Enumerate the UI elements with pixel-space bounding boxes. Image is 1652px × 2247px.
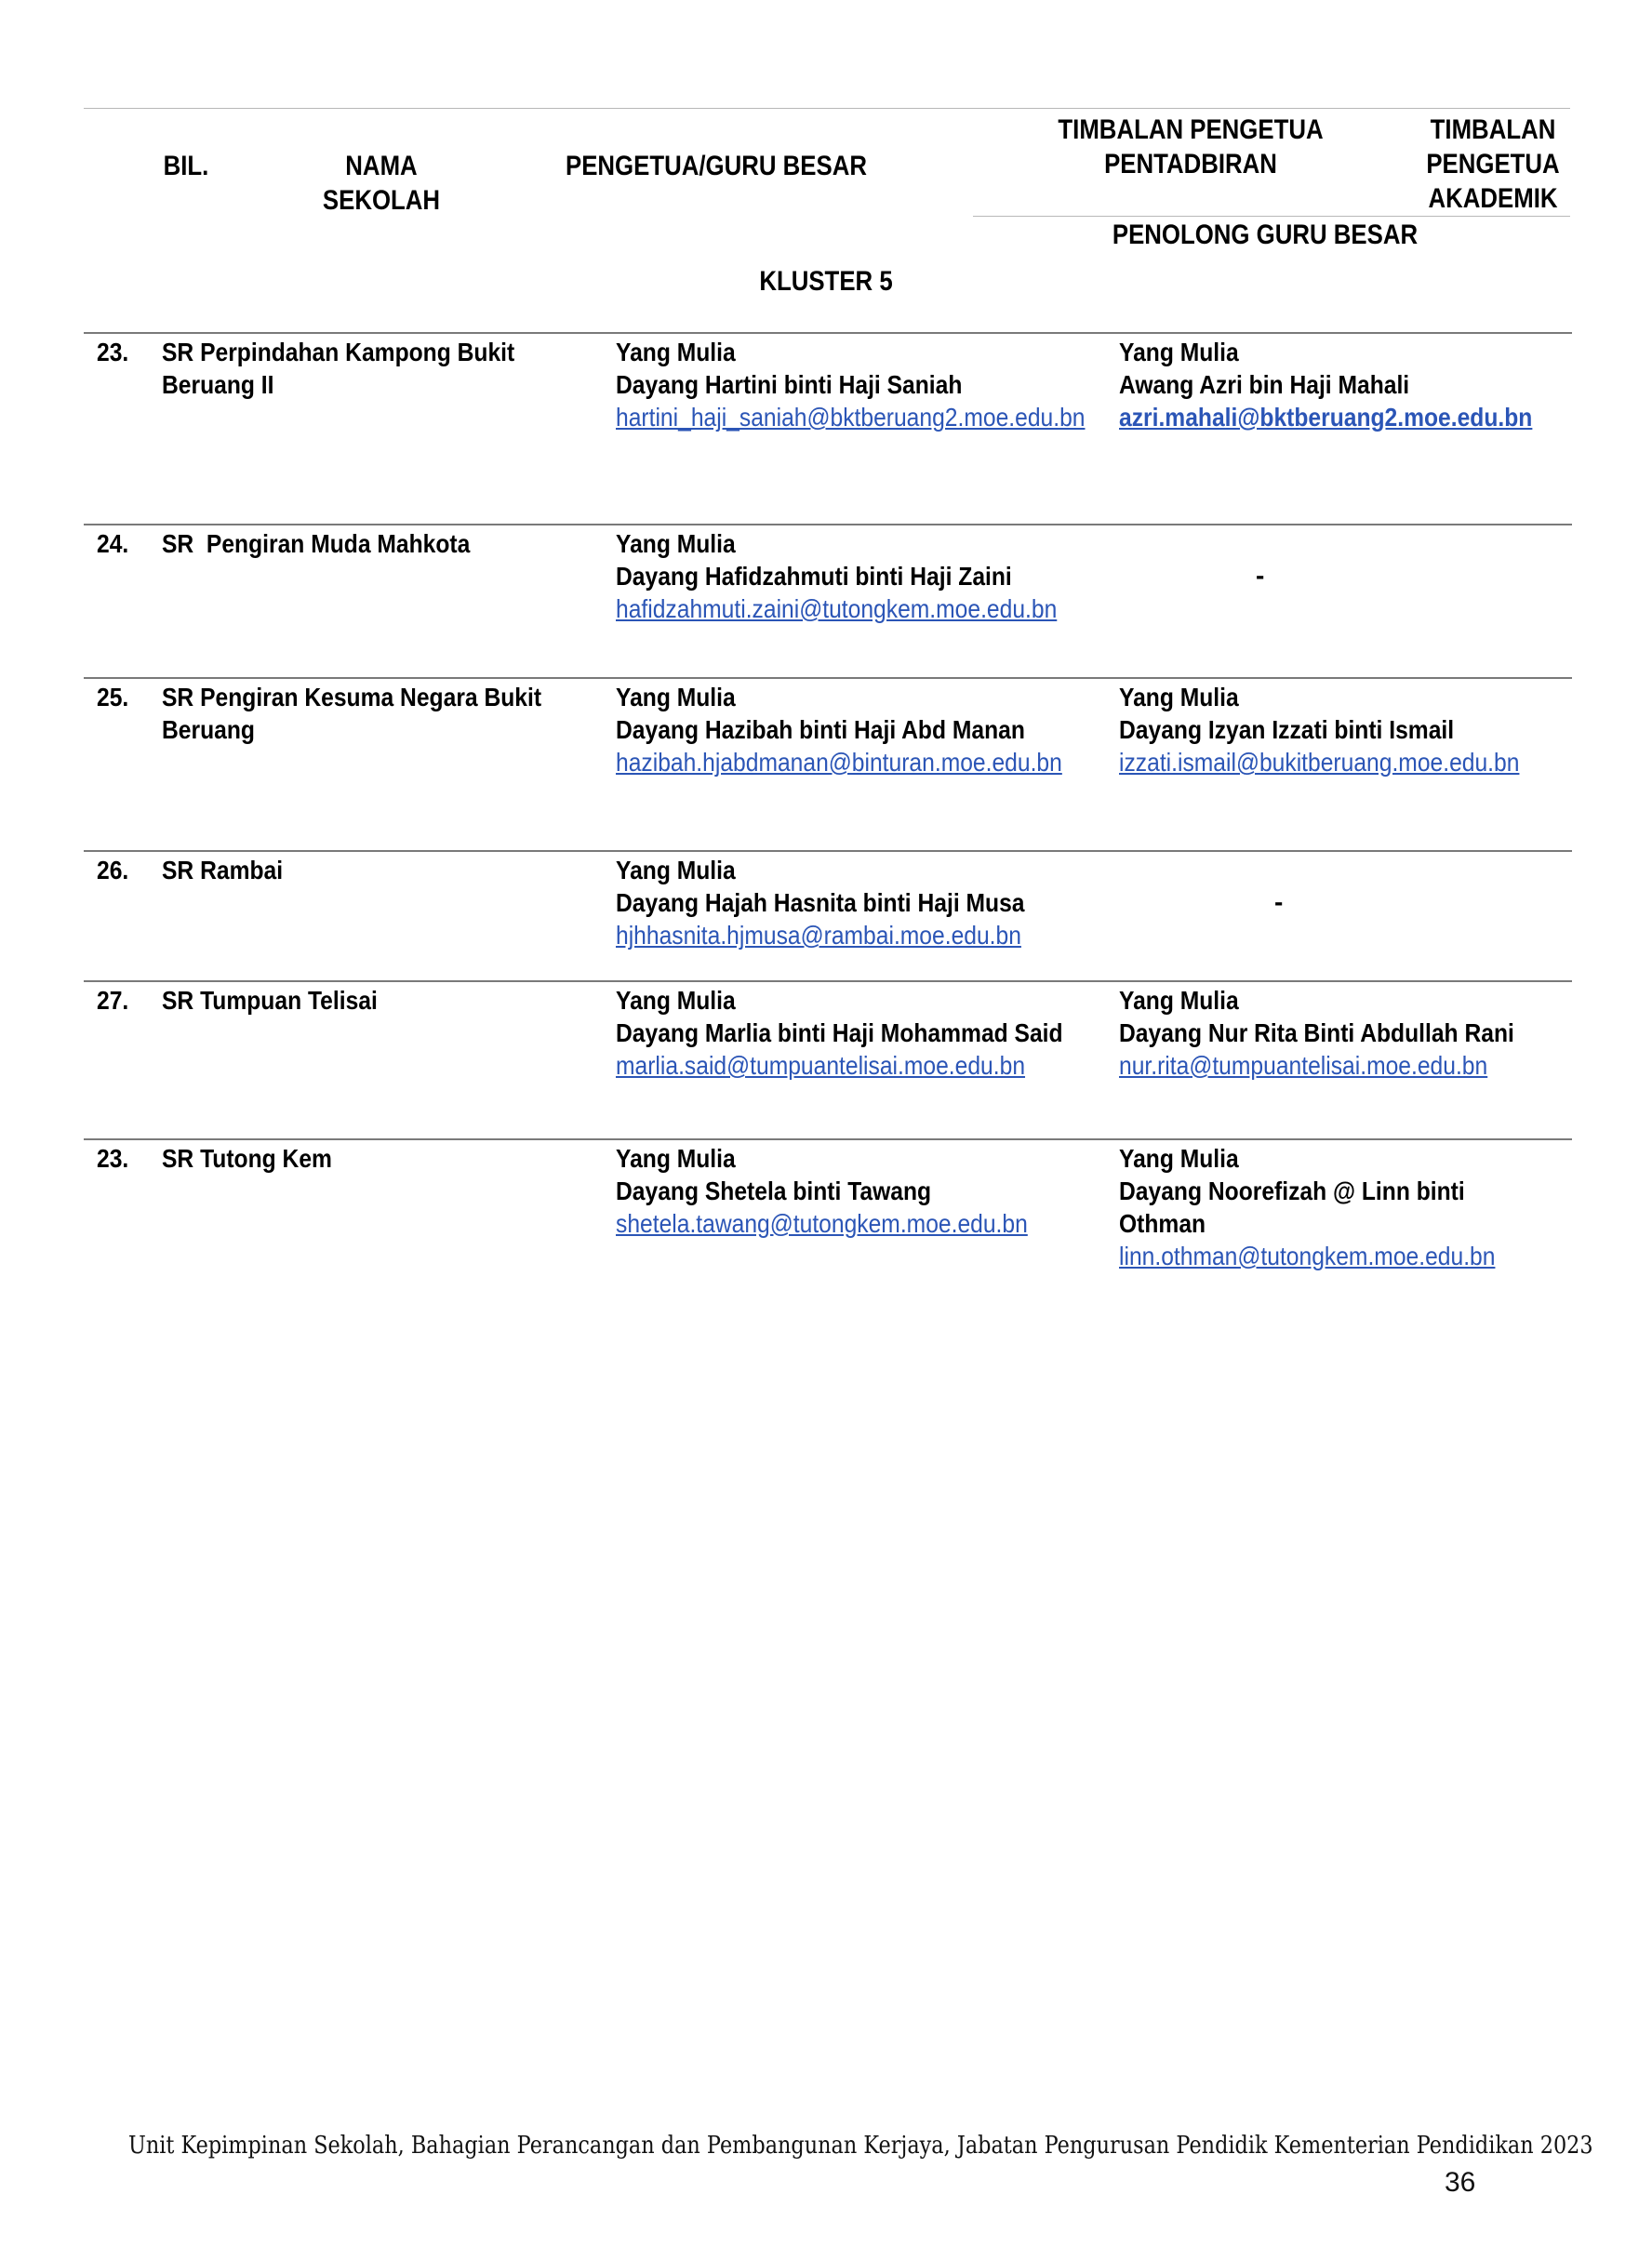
deputy-cell bbox=[1119, 681, 1519, 778]
deputy-name-line2: Othman bbox=[1119, 1209, 1206, 1238]
cluster-title: KLUSTER 5 bbox=[759, 266, 893, 297]
school-name-line1: SR Tumpuan Telisai bbox=[162, 986, 378, 1015]
header-timbalan-pentadbiran-line2: PENTADBIRAN bbox=[1104, 149, 1277, 179]
principal-email-link[interactable]: hafidzahmuti.zaini@tutongkem.moe.edu.bn bbox=[616, 594, 1058, 623]
deputy-cell bbox=[1119, 984, 1514, 1082]
principal-email-link[interactable]: marlia.said@tumpuantelisai.moe.edu.bn bbox=[616, 1051, 1026, 1080]
table-row bbox=[84, 1138, 1572, 1289]
deputy-title: Yang Mulia bbox=[1119, 986, 1239, 1015]
header-timbalan-akademik-line3: AKADEMIK bbox=[1428, 183, 1558, 214]
school-name-line1: SR Pengiran Muda Mahkota bbox=[162, 529, 471, 558]
row-number: 25. bbox=[97, 683, 129, 711]
footer-text: Unit Kepimpinan Sekolah, Bahagian Perancangan dan Pembangunan Kerjaya, Jabatan Pengurusan Pendidik Kementerian Pendidikan 2023 bbox=[128, 2132, 1593, 2160]
school-name-line2: Beruang bbox=[162, 715, 255, 744]
deputy-empty-dash: - bbox=[1274, 887, 1284, 916]
school-name bbox=[162, 681, 541, 746]
header-nama-line1: NAMA bbox=[345, 151, 418, 181]
school-name-line1: SR Tutong Kem bbox=[162, 1144, 332, 1173]
principal-title: Yang Mulia bbox=[616, 856, 736, 884]
deputy-name: Dayang Izyan Izzati binti Ismail bbox=[1119, 715, 1455, 744]
header-bil: BIL. bbox=[163, 151, 209, 181]
deputy-email-link[interactable]: azri.mahali@bktberuang2.moe.edu.bn bbox=[1119, 403, 1533, 432]
deputy-name: Awang Azri bin Haji Mahali bbox=[1119, 370, 1410, 399]
row-number: 23. bbox=[97, 338, 129, 366]
principal-email-link[interactable]: hazibah.hjabdmanan@binturan.moe.edu.bn bbox=[616, 748, 1062, 777]
school-name-line2: Beruang II bbox=[162, 370, 274, 399]
principal-name: Dayang Hajah Hasnita binti Haji Musa bbox=[616, 888, 1025, 917]
principal-title: Yang Mulia bbox=[616, 1144, 736, 1173]
principal-title: Yang Mulia bbox=[616, 986, 736, 1015]
principal-name: Dayang Shetela binti Tawang bbox=[616, 1177, 932, 1205]
header-mid-rule bbox=[973, 216, 1570, 217]
principal-title: Yang Mulia bbox=[616, 683, 736, 711]
deputy-title: Yang Mulia bbox=[1119, 1144, 1239, 1173]
principal-cell bbox=[616, 854, 1025, 951]
header-top-rule bbox=[84, 108, 1570, 109]
principal-cell bbox=[616, 984, 1063, 1082]
header-timbalan-akademik-line1: TIMBALAN bbox=[1430, 114, 1556, 145]
principal-email-link[interactable]: hartini_haji_saniah@bktberuang2.moe.edu.bn bbox=[616, 403, 1086, 432]
header-timbalan-akademik-line2: PENGETUA bbox=[1426, 149, 1560, 179]
deputy-cell bbox=[1119, 1142, 1495, 1272]
school-name-line1: SR Perpindahan Kampong Bukit bbox=[162, 338, 515, 366]
row-number: 24. bbox=[97, 529, 129, 558]
school-name-line1: SR Rambai bbox=[162, 856, 284, 884]
principal-cell bbox=[616, 681, 1062, 778]
principal-cell bbox=[616, 336, 1085, 433]
school-name bbox=[162, 1142, 332, 1175]
principal-cell bbox=[616, 527, 1057, 625]
header-penolong: PENOLONG GURU BESAR bbox=[1112, 219, 1419, 250]
deputy-name-line1: Dayang Noorefizah @ Linn binti bbox=[1119, 1177, 1465, 1205]
row-number: 27. bbox=[97, 986, 129, 1015]
deputy-empty-dash: - bbox=[1256, 561, 1265, 590]
header-timbalan-pentadbiran-line1: TIMBALAN PENGETUA bbox=[1058, 114, 1324, 145]
deputy-title: Yang Mulia bbox=[1119, 683, 1239, 711]
principal-name: Dayang Hazibah binti Haji Abd Manan bbox=[616, 715, 1025, 744]
deputy-email-link[interactable]: linn.othman@tutongkem.moe.edu.bn bbox=[1119, 1242, 1496, 1270]
table-row bbox=[84, 850, 1572, 977]
principal-email-link[interactable]: hjhhasnita.hjmusa@rambai.moe.edu.bn bbox=[616, 921, 1021, 950]
header-timbalan-pentadbiran bbox=[1031, 113, 1351, 181]
page-number: 36 bbox=[1445, 2167, 1476, 2198]
deputy-email-link[interactable]: nur.rita@tumpuantelisai.moe.edu.bn bbox=[1119, 1051, 1488, 1080]
school-name bbox=[162, 336, 514, 401]
principal-name: Dayang Hafidzahmuti binti Haji Zaini bbox=[616, 562, 1012, 591]
table-row bbox=[84, 332, 1572, 520]
table-row bbox=[84, 677, 1572, 846]
header-timbalan-akademik bbox=[1409, 113, 1578, 216]
school-name bbox=[162, 984, 378, 1017]
school-name bbox=[162, 527, 470, 560]
principal-title: Yang Mulia bbox=[616, 338, 736, 366]
table-row bbox=[84, 524, 1572, 674]
principal-title: Yang Mulia bbox=[616, 529, 736, 558]
row-number: 23. bbox=[97, 1144, 129, 1173]
table-row bbox=[84, 980, 1572, 1136]
school-name-line1: SR Pengiran Kesuma Negara Bukit bbox=[162, 683, 542, 711]
principal-name: Dayang Marlia binti Haji Mohammad Said bbox=[616, 1018, 1063, 1047]
school-name bbox=[162, 854, 283, 886]
header-pengetua: PENGETUA/GURU BESAR bbox=[566, 151, 867, 181]
row-number: 26. bbox=[97, 856, 129, 884]
deputy-title: Yang Mulia bbox=[1119, 338, 1239, 366]
principal-cell bbox=[616, 1142, 1028, 1240]
deputy-cell bbox=[1119, 336, 1532, 433]
principal-name: Dayang Hartini binti Haji Saniah bbox=[616, 370, 963, 399]
deputy-name: Dayang Nur Rita Binti Abdullah Rani bbox=[1119, 1018, 1514, 1047]
header-nama bbox=[301, 149, 461, 218]
principal-email-link[interactable]: shetela.tawang@tutongkem.moe.edu.bn bbox=[616, 1209, 1028, 1238]
deputy-email-link[interactable]: izzati.ismail@bukitberuang.moe.edu.bn bbox=[1119, 748, 1520, 777]
header-nama-line2: SEKOLAH bbox=[322, 185, 441, 216]
